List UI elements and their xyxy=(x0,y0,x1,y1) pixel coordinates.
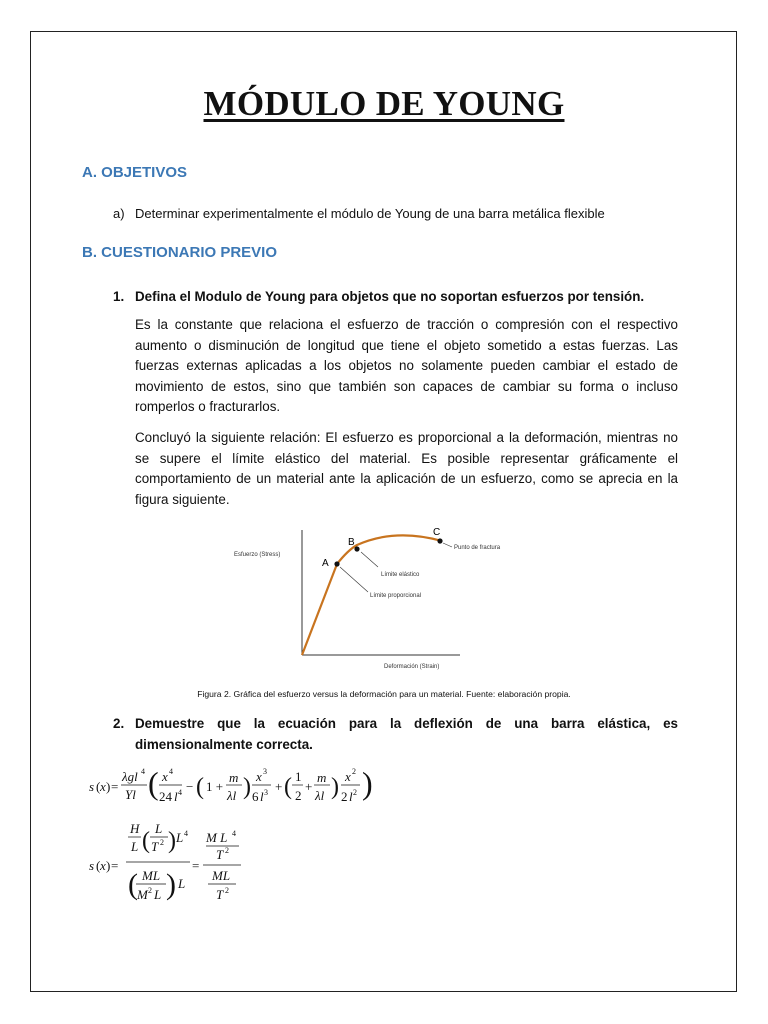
svg-text:): ) xyxy=(243,774,251,800)
svg-text:=: = xyxy=(192,858,200,873)
svg-text:6: 6 xyxy=(252,789,259,804)
svg-text:): ) xyxy=(168,828,176,854)
svg-text:T: T xyxy=(216,847,224,862)
svg-text:l: l xyxy=(174,789,178,804)
objective-text: Determinar experimentalmente el módulo de Young de una barra metálica flexible xyxy=(135,206,605,221)
objective-item xyxy=(113,206,605,221)
svg-text:24: 24 xyxy=(159,789,172,804)
point-c-label: C xyxy=(433,527,441,538)
svg-text:1: 1 xyxy=(295,769,302,784)
svg-text:4: 4 xyxy=(184,829,188,838)
point-a-marker xyxy=(334,561,339,566)
svg-text:s: s xyxy=(89,858,95,873)
svg-text:(: ( xyxy=(148,765,159,801)
svg-text:m: m xyxy=(229,770,239,785)
svg-text:−: − xyxy=(186,779,194,794)
svg-text:x: x xyxy=(100,779,106,794)
point-b-label: B xyxy=(348,537,355,548)
svg-text:4: 4 xyxy=(141,767,145,776)
deflection-equation xyxy=(86,760,386,810)
objective-label: a) xyxy=(113,206,125,221)
svg-text:x: x xyxy=(345,769,351,784)
fracture-leader-line xyxy=(443,543,452,547)
svg-text:x: x xyxy=(100,858,106,873)
svg-text:2: 2 xyxy=(225,846,229,855)
svg-text:ML: ML xyxy=(142,868,161,883)
svg-text:=: = xyxy=(111,858,119,873)
svg-text:(: ( xyxy=(142,828,150,854)
svg-text:=: = xyxy=(111,779,119,794)
svg-text:λgl: λgl xyxy=(122,769,138,784)
question-1 xyxy=(113,286,678,307)
page-title: MÓDULO DE YOUNG xyxy=(203,84,565,123)
svg-text:x: x xyxy=(162,769,168,784)
figure-caption: Figura 2. Gráfica del esfuerzo versus la deformación para un material. Fuente: elaboración propia. xyxy=(197,689,571,699)
svg-text:H: H xyxy=(130,821,140,836)
proportional-leader-line xyxy=(340,567,368,592)
question-1-text: Defina el Modulo de Young para objetos que no soportan esfuerzos por tensión. xyxy=(135,289,645,304)
section-a-heading: A. OBJETIVOS xyxy=(82,164,188,181)
svg-text:2: 2 xyxy=(353,788,357,797)
svg-text:L: L xyxy=(178,876,186,891)
svg-text:+: + xyxy=(305,779,313,794)
svg-text:(: ( xyxy=(196,774,204,800)
elastic-leader-line xyxy=(361,552,378,567)
svg-text:): ) xyxy=(362,765,373,801)
svg-text:(: ( xyxy=(128,868,138,901)
svg-text:4: 4 xyxy=(232,829,236,838)
svg-text:2: 2 xyxy=(352,767,356,776)
answer-paragraph-1: Es la constante que relaciona el esfuerzo de tracción o compresión con el respectivo aumento o disminución de longitud que tiene el objeto sometido a estas fuerzas. Las fuerzas externas aplicadas a los objetos no solamente pueden cambiar el estado de movimiento de estos, sino que también son capaces de cambiar su forma o incluso romperlos o fracturarlos. xyxy=(135,317,678,415)
answer-paragraph-2: Concluyó la siguiente relación: El esfuerzo es proporcional a la deformación, mientras no se supere el límite elástico del material. Es posible representar gráficamente el comportamiento de un material ante la aplicación de un esfuerzo, como se aprecia en la figura siguiente. xyxy=(135,430,678,507)
y-axis-label: Esfuerzo (Stress) xyxy=(234,552,281,558)
section-b-heading: B. CUESTIONARIO PREVIO xyxy=(82,244,278,261)
svg-text:): ) xyxy=(106,779,111,794)
elastic-limit-label: Límite elástico xyxy=(381,572,420,578)
svg-text:1 +: 1 + xyxy=(206,779,224,794)
svg-text:M: M xyxy=(137,887,148,902)
point-c-marker xyxy=(437,538,442,543)
svg-text:l: l xyxy=(260,789,264,804)
svg-text:2: 2 xyxy=(341,789,348,804)
svg-text:(: ( xyxy=(96,858,101,873)
stress-strain-figure xyxy=(220,520,540,680)
svg-text:λl: λl xyxy=(315,788,325,803)
svg-text:+: + xyxy=(275,779,283,794)
svg-text:(: ( xyxy=(96,779,101,794)
svg-text:L: L xyxy=(154,887,162,902)
dimensional-analysis-equation xyxy=(86,818,266,910)
point-a-label: A xyxy=(322,558,329,569)
svg-text:x: x xyxy=(256,769,262,784)
svg-text:4: 4 xyxy=(169,767,173,776)
svg-text:ML: ML xyxy=(212,868,231,883)
fracture-label: Punto de fractura xyxy=(454,545,501,551)
svg-text:T: T xyxy=(151,839,159,854)
svg-text:T: T xyxy=(216,887,224,902)
svg-text:m: m xyxy=(317,770,327,785)
svg-text:λl: λl xyxy=(227,788,237,803)
svg-text:2: 2 xyxy=(225,886,229,895)
svg-text:L: L xyxy=(155,821,163,836)
question-2 xyxy=(113,713,678,755)
question-1-number: 1. xyxy=(113,289,125,304)
proportional-limit-label: Límite proporcional xyxy=(370,593,422,599)
point-b-marker xyxy=(354,546,359,551)
svg-text:3: 3 xyxy=(263,767,267,776)
svg-text:): ) xyxy=(331,774,339,800)
svg-text:2: 2 xyxy=(295,788,302,803)
svg-text:l: l xyxy=(349,789,353,804)
question-2-number: 2. xyxy=(113,716,125,731)
svg-text:): ) xyxy=(166,868,176,901)
svg-text:s: s xyxy=(89,779,95,794)
x-axis-label: Deformación (Strain) xyxy=(384,664,440,670)
svg-text:2: 2 xyxy=(160,838,164,847)
svg-text:): ) xyxy=(106,858,111,873)
svg-text:4: 4 xyxy=(178,788,182,797)
svg-text:Yl: Yl xyxy=(125,787,136,802)
svg-text:3: 3 xyxy=(264,788,268,797)
svg-text:2: 2 xyxy=(148,886,152,895)
svg-text:L: L xyxy=(131,839,139,854)
svg-text:M L: M L xyxy=(206,830,228,845)
question-2-text: Demuestre que la ecuación para la deflexión de una barra elástica, es dimensionalmente correcta. xyxy=(135,716,678,752)
svg-text:L: L xyxy=(176,830,184,845)
svg-text:(: ( xyxy=(284,774,292,800)
